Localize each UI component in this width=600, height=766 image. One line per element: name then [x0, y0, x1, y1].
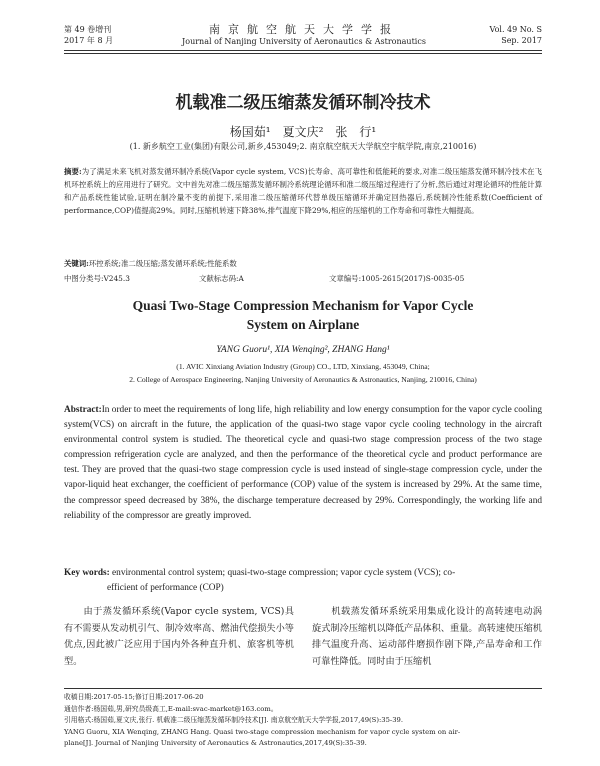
body-right-text: 机载蒸发循环系统采用集成化设计的高转速电动涡旋式制冷压缩机以降低产品体积、重量。高转速使压缩机排气温度升高、运动部件磨损作剧下降,产品寿命和工作可靠性降低。同时由于压缩机	[312, 606, 542, 667]
affiliation-cn: (1. 新乡航空工业(集团)有限公司,新乡,453049;2. 南京航空航天大学航空宇航学院,南京,210016)	[129, 142, 477, 151]
footnote-cite-en-1: YANG Guoru, XIA Wenqing, ZHANG Hang. Quasi two-stage compression mechanism for vapor cycle system on air-	[64, 727, 461, 736]
body-column-right	[312, 604, 542, 670]
keywords-cn-label: 关键词:	[64, 259, 89, 268]
doc-code: 文献标志码:A	[199, 274, 244, 283]
header-rule	[64, 50, 542, 51]
footnote-received: 收稿日期:2017-05-15;修订日期:2017-06-20	[64, 693, 204, 701]
keywords-cn	[64, 258, 542, 270]
authors-en: YANG Guoru¹, XIA Wenqing², ZHANG Hang¹	[216, 345, 390, 355]
affiliation-en-line2: 2. College of Aerospace Engineering, Nanjing University of Aeronautics & Astronautics, Nanjing, 210016, China)	[129, 375, 477, 384]
abstract-en-label: Abstract:	[64, 405, 102, 415]
header-journal	[154, 24, 454, 47]
class-code: 中图分类号:V245.3	[64, 274, 130, 283]
header-issue	[452, 24, 542, 46]
header-rule-thin	[64, 53, 542, 54]
affiliation-en	[64, 360, 542, 386]
footnote-cite-cn: 引用格式:杨国茹,夏文庆,张行. 机载准二级压缩蒸发循环制冷技术[J]. 南京航空航天大学学报,2017,49(S):35-39.	[64, 716, 404, 724]
abstract-en	[64, 403, 542, 524]
affiliation-en-line1: (1. AVIC Xinxiang Aviation Industry (Group) CO., LTD, Xinxiang, 453049, China;	[176, 362, 430, 371]
body-left-text: 由于蒸发循环系统(Vapor cycle system, VCS)具有不需要从发动机引气、制冷效率高、燃油代偿损失小等优点,因此被广泛应用于国内外各种直升机、旅客机等机型。	[64, 606, 294, 667]
authors-cn: 杨国茹¹ 夏文庆² 张 行¹	[229, 125, 377, 139]
header-vol-en: Vol. 49 No. S	[489, 25, 542, 34]
journal-name-cn: 南京航空航天大学学报	[209, 23, 399, 36]
paper-title-en	[64, 296, 542, 334]
body-column-left	[64, 604, 294, 670]
footnote-rule	[64, 688, 542, 689]
classification-line	[64, 273, 542, 285]
abstract-cn-label: 摘要:	[64, 167, 82, 176]
article-number: 文章编号:1005-2615(2017)S-0035-05	[329, 274, 465, 283]
header-volume-text: 第 49 卷增刊	[64, 25, 112, 34]
paper-title-cn: 机载准二级压缩蒸发循环制冷技术	[175, 93, 431, 113]
keywords-en-text-2: efficient of performance (COP)	[107, 583, 224, 594]
keywords-en	[64, 566, 542, 596]
header-date-en: Sep. 2017	[501, 36, 542, 45]
footnotes	[64, 692, 542, 750]
header-volume	[64, 24, 154, 46]
title-en-line2: System on Airplane	[246, 317, 360, 332]
keywords-en-label: Key words:	[64, 568, 110, 578]
journal-name-en: Journal of Nanjing University of Aeronautics & Astronautics	[182, 37, 426, 46]
footnote-cite-en-2: plane[J]. Journal of Nanjing University of Aeronautics & Astronautics,2017,49(S):35-39.	[64, 739, 367, 747]
footnote-corresponding: 通信作者:杨国茹,男,研究员级高工,E-mail:svac-market@163.com。	[64, 704, 278, 713]
abstract-cn-text: 为了满足未来飞机对蒸发循环制冷系统(Vapor cycle system, VCS)长寿命、高可靠性和低能耗的要求,对准二级压缩蒸发循环制冷技术在飞机环控系统上的应用进行了研究。文中首先对准二级压缩蒸发循环制冷系统理论循环和准二级压缩过程进行了分析,然后通过对理论循环的性能计算和产品系统性能试验,证明在制冷量不变的前提下,采用准二级压缩循环代替单级压缩循环并确定回热器后,系统制冷性能系数(Coefficient of performance,COP)值提高29%。同时,压缩机转速下降38%,排气温度下降29%,相应的压缩机的工作寿命和可靠性大幅提高。	[64, 167, 543, 215]
keywords-en-text-1: environmental control system; quasi-two-stage compression; vapor cycle system (VCS); co-	[112, 568, 456, 578]
abstract-cn	[64, 166, 542, 218]
abstract-en-text: In order to meet the requirements of long life, high reliability and low energy consumption for the vapor cycle cooling system(VCS) on aircraft in the future, the application of the quasi-two stage vapor cycle cooling technology in the aircraft environmental control system is studied. The theoretical cycle and quasi-two stage compression process of the two stage compression refrigeration cycle are analyzed, and then the performance of the theoretical cycle and product performance are test. They are proved that the quasi-two stage compression cycle is used instead of single-stage compression cycle, under the vapor-liquid heat exchanger, the coefficient of performance (COP) value of the system is increased by 29%. At the same time, the compressor speed decreased by 38%, the discharge temperature decreased by 29%. Correspondingly, the working life and reliability of the compressor are greatly improved.	[64, 405, 542, 521]
header-date-cn: 2017 年 8 月	[64, 36, 114, 45]
title-en-line1: Quasi Two-Stage Compression Mechanism for Vapor Cycle	[132, 298, 474, 313]
keywords-cn-text: 环控系统;准二级压缩;蒸发循环系统;性能系数	[88, 259, 237, 268]
